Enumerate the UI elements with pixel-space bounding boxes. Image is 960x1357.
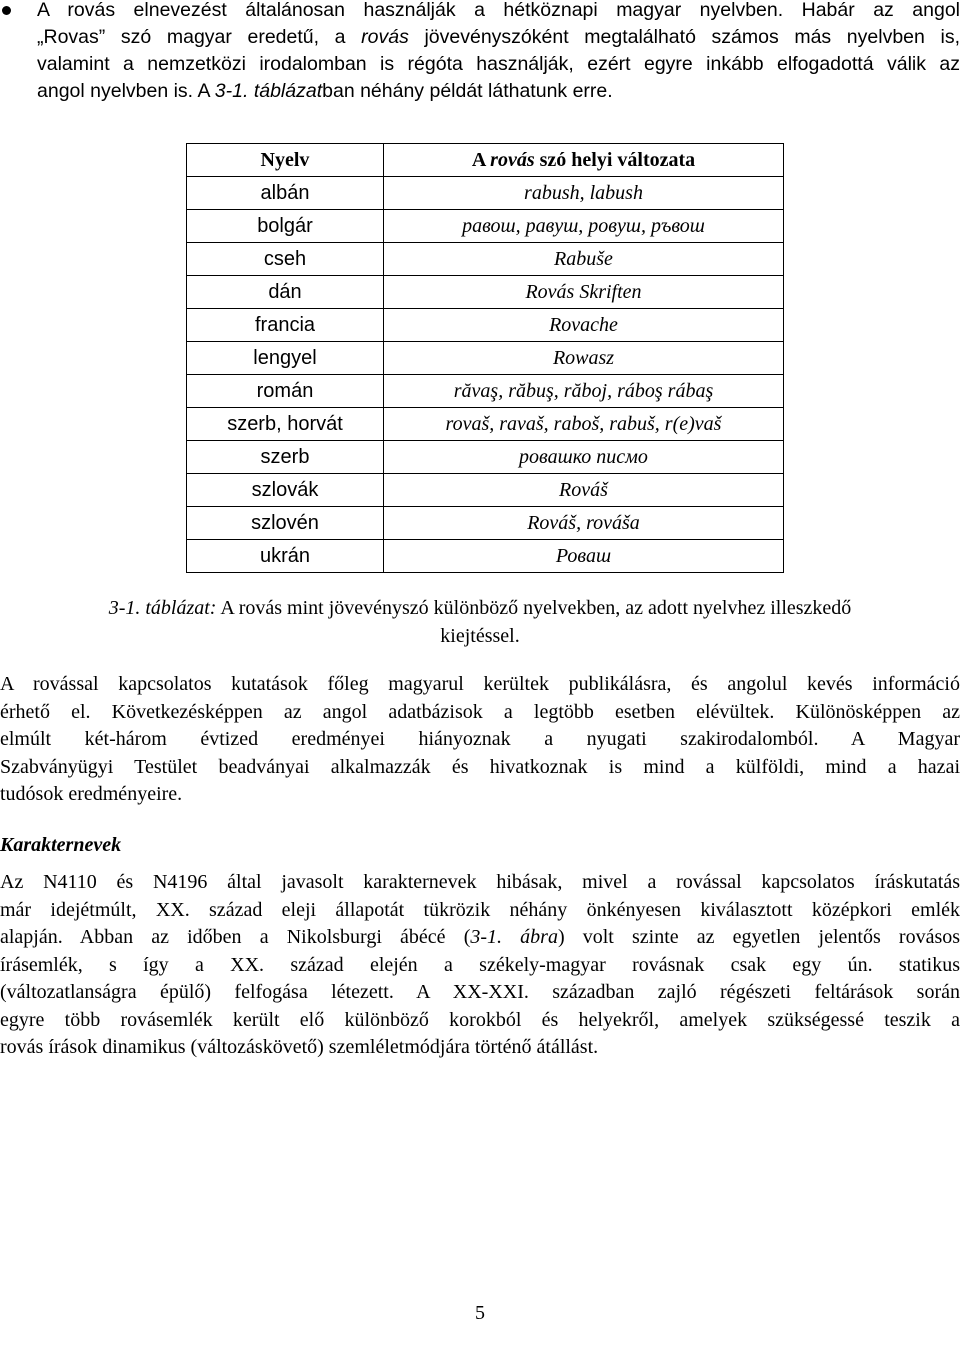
caption-text: kiejtéssel. bbox=[440, 625, 520, 647]
local-variant-cell: ровашко писмо bbox=[384, 441, 784, 474]
language-cell: bolgár bbox=[187, 210, 384, 243]
table-row bbox=[187, 540, 784, 573]
paragraph-line: rovás írások dinamikus (változáskövető) szemléletmódjára történő átállást. bbox=[0, 1036, 599, 1058]
paragraph-line: (változatlanságra épülő) felfogása létezett. A XX-XXI. században zajló régészeti feltárások során bbox=[0, 981, 960, 1003]
table-row bbox=[187, 342, 784, 375]
language-cell: szerb bbox=[187, 441, 384, 474]
language-cell: francia bbox=[187, 309, 384, 342]
table-caption bbox=[0, 594, 960, 650]
paragraph-line: egyre több rovásemlék került elő különböző korokból és helyekről, amelyek szükségessé teszik a bbox=[0, 1008, 960, 1031]
caption-label: 3-1. táblázat: bbox=[108, 597, 217, 619]
intro-text: ban néhány példát láthatunk erre. bbox=[322, 80, 613, 102]
header-emphasis: rovás bbox=[490, 148, 535, 171]
local-variant-cell: Rováš bbox=[384, 474, 784, 507]
table-row bbox=[187, 309, 784, 342]
rovas-word-table bbox=[186, 143, 784, 573]
local-variant-cell: Rowasz bbox=[384, 342, 784, 375]
local-variant-cell: Rováš, rováša bbox=[384, 507, 784, 540]
table-row bbox=[187, 507, 784, 540]
local-variant-cell: Rovache bbox=[384, 309, 784, 342]
table-reference: 3-1. táblázat bbox=[214, 80, 323, 102]
paragraph-line bbox=[0, 924, 960, 952]
language-cell: román bbox=[187, 375, 384, 408]
table-row bbox=[187, 441, 784, 474]
paragraph-line: érhető el. Következésképpen az angol adatbázisok a legtöbb esetben elévültek. Különösképpen az bbox=[0, 700, 960, 723]
intro-emphasis: rovás bbox=[361, 26, 409, 48]
language-cell: ukrán bbox=[187, 540, 384, 573]
figure-reference: 3-1. ábra bbox=[470, 926, 558, 948]
paragraph-line: A rovással kapcsolatos kutatások főleg magyarul kerültek publikálásra, és angolul kevés információ bbox=[0, 673, 960, 695]
local-variant-cell: răvaş, răbuş, răboj, ráboş rábaş bbox=[384, 375, 784, 408]
header-text: A bbox=[471, 148, 491, 171]
paragraph-line: már idejétmúlt, XX. század eleji állapotát tükrözik néhány önkényesen kiválasztott középkori emlék bbox=[0, 898, 960, 921]
intro-text: „Rovas” szó magyar eredetű, a bbox=[37, 26, 362, 48]
language-cell: cseh bbox=[187, 243, 384, 276]
local-variant-cell: Rabuše bbox=[384, 243, 784, 276]
paragraph-text: alapján. Abban az időben a Nikolsburgi ábécé ( bbox=[0, 926, 471, 948]
bullet-icon bbox=[2, 6, 11, 15]
table-row bbox=[187, 474, 784, 507]
language-cell: dán bbox=[187, 276, 384, 309]
intro-text: angol nyelvben is. A bbox=[37, 80, 215, 102]
research-paragraph bbox=[0, 671, 960, 809]
local-variant-cell: rabush, labush bbox=[384, 177, 784, 210]
intro-line: A rovás elnevezést általánosan használják a hétköznapi magyar nyelvben. Habár az angol bbox=[37, 0, 960, 21]
local-variant-cell: Роваш bbox=[384, 540, 784, 573]
paragraph-line: írásemlék, s így a XX. század elején a székely-magyar rovásnak csak egy ún. statikus bbox=[0, 953, 960, 976]
intro-text: jövevényszóként megtalálható számos más nyelvben is, bbox=[408, 26, 960, 48]
language-cell: albán bbox=[187, 177, 384, 210]
character-names-paragraph bbox=[0, 869, 960, 1062]
table-row bbox=[187, 210, 784, 243]
language-cell: szerb, horvát bbox=[187, 408, 384, 441]
paragraph-line: elmúlt két-három évtized eredményei hiányoznak a nyugati szakirodalomból. A Magyar bbox=[0, 728, 960, 750]
page-number: 5 bbox=[475, 1302, 485, 1324]
table-header-row bbox=[187, 144, 784, 177]
paragraph-line: tudósok eredményeire. bbox=[0, 783, 183, 805]
local-variant-cell: rovaš, ravaš, raboš, rabuš, r(e)vaš bbox=[384, 408, 784, 441]
paragraph-text: ) volt szinte az egyetlen jelentős rovásos bbox=[557, 926, 960, 948]
intro-paragraph bbox=[37, 0, 960, 105]
intro-line: valamint a nemzetközi irodalomban is régóta használják, ezért egyre inkább elfogadottá válik az bbox=[37, 53, 960, 75]
intro-line bbox=[37, 24, 960, 51]
local-variant-cell: равош, равуш, ровуш, ръвош bbox=[384, 210, 784, 243]
section-heading: Karakternevek bbox=[0, 834, 122, 856]
intro-line bbox=[37, 78, 960, 105]
table-row bbox=[187, 177, 784, 210]
table-row bbox=[187, 408, 784, 441]
table-row bbox=[187, 276, 784, 309]
header-text: szó helyi változata bbox=[534, 148, 696, 171]
table-row bbox=[187, 375, 784, 408]
caption-text: A rovás mint jövevényszó különböző nyelvekben, az adott nyelvhez illeszkedő bbox=[216, 597, 852, 619]
local-variant-cell: Rovás Skriften bbox=[384, 276, 784, 309]
caption-line bbox=[109, 597, 852, 619]
header-language: Nyelv bbox=[187, 144, 384, 177]
paragraph-line: Szabványügyi Testület beadványai alkalmazzák és hivatkoznak is mind a külföldi, mind a hazai bbox=[0, 755, 960, 778]
language-cell: szlovák bbox=[187, 474, 384, 507]
language-cell: lengyel bbox=[187, 342, 384, 375]
language-cell: szlovén bbox=[187, 507, 384, 540]
header-local-variant bbox=[384, 144, 784, 177]
paragraph-line: Az N4110 és N4196 által javasolt karakternevek hibásak, mivel a rovással kapcsolatos íráskutatás bbox=[0, 871, 960, 893]
table-row bbox=[187, 243, 784, 276]
